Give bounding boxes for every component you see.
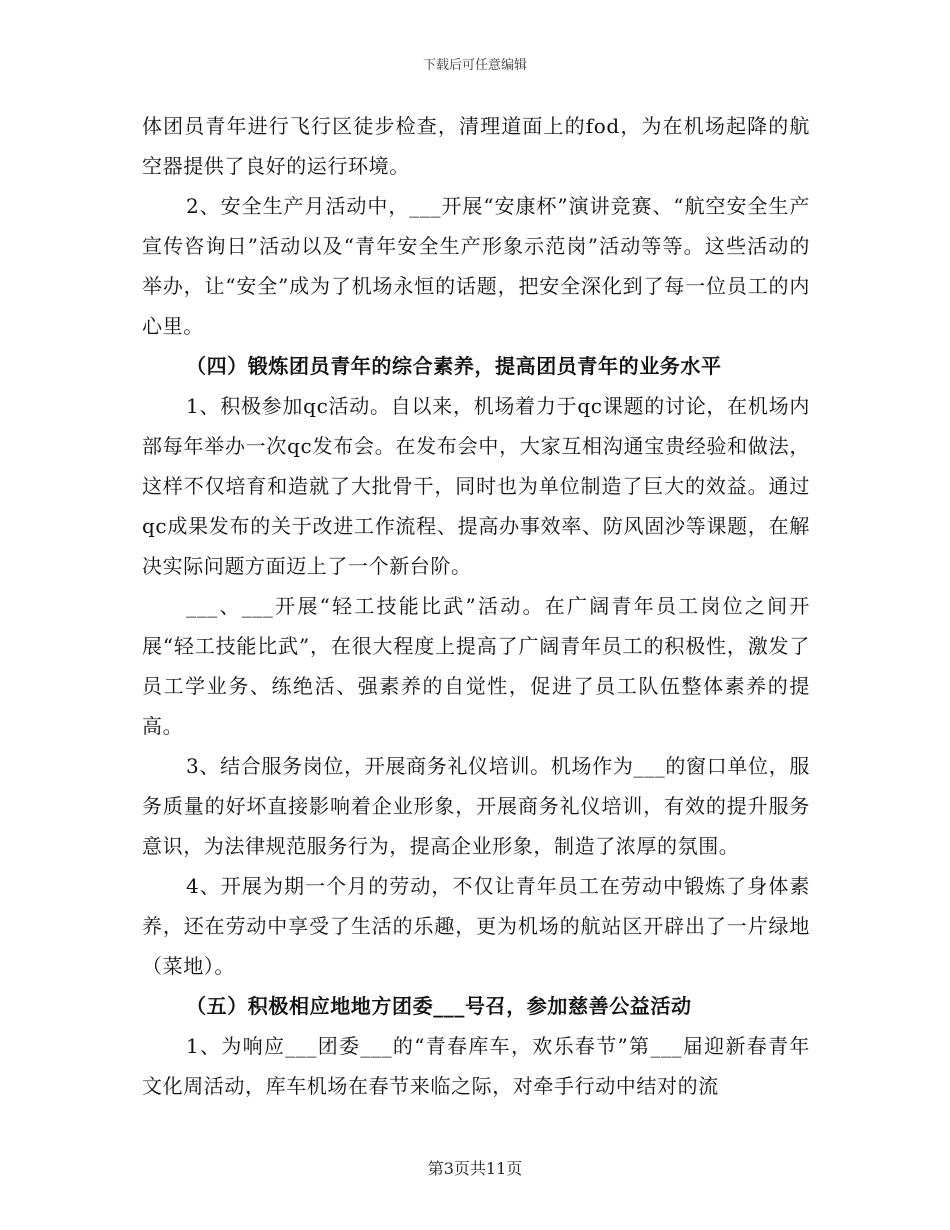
section-heading-5: （五）积极相应地地方团委___号召，参加慈善公益活动 xyxy=(186,994,692,1018)
paragraph-etiquette-training: 3、结合服务岗位，开展商务礼仪培训。机场作为___的窗口单位，服务质量的好坏直接影响着企业形象，开展商务礼仪培训，有效的提升服务意识，为法律规范服务行为，提高企业形象，制造了浓厚的氛围。 xyxy=(142,754,810,858)
paragraph-safety-month: 2、安全生产月活动中，___开展“安康杯”演讲竞赛、“航空安全生产宣传咨询日”活动以及“青年安全生产形象示范岗”活动等等。这些活动的举办，让“安全”成为了机场永恒的话题，把安全深化到了每一位员工的内心里。 xyxy=(142,194,810,338)
document-body xyxy=(142,106,810,1106)
paragraph-labor-activity: 4、开展为期一个月的劳动，不仅让青年员工在劳动中锻炼了身体素养，还在劳动中享受了生活的乐趣，更为机场的航站区开辟出了一片绿地（菜地）。 xyxy=(142,874,810,978)
section-heading-4: （四）锻炼团员青年的综合素养，提高团员青年的业务水平 xyxy=(186,354,722,378)
paragraph-continuation: 体团员青年进行飞行区徒步检查，清理道面上的fod，为在机场起降的航空器提供了良好的运行环境。 xyxy=(142,114,810,178)
paragraph-skill-competition: ___、___开展“轻工技能比武”活动。在广阔青年员工岗位之间开展“轻工技能比武”，在很大程度上提高了广阔青年员工的积极性，激发了员工学业务、练绝活、强素养的自觉性，促进了员工队伍整体素养的提高。 xyxy=(142,594,810,738)
paragraph-youth-culture-week: 1、为响应___团委___的“青春库车，欢乐春节”第___届迎新春青年文化周活动，库车机场在春节来临之际，对牵手行动中结对的流 xyxy=(142,1034,810,1098)
page-header-note: 下载后可任意编辑 xyxy=(422,58,527,73)
paragraph-qc-activity: 1、积极参加qc活动。自以来，机场着力于qc课题的讨论，在机场内部每年举办一次qc发布会。在发布会中，大家互相沟通宝贵经验和做法，这样不仅培育和造就了大批骨干，同时也为单位制造了巨大的效益。通过qc成果发布的关于改进工作流程、提高办事效率、防风固沙等课题，在解决实际问题方面迈上了一个新台阶。 xyxy=(142,394,810,578)
page-number: 第3页共11页 xyxy=(427,1159,523,1178)
